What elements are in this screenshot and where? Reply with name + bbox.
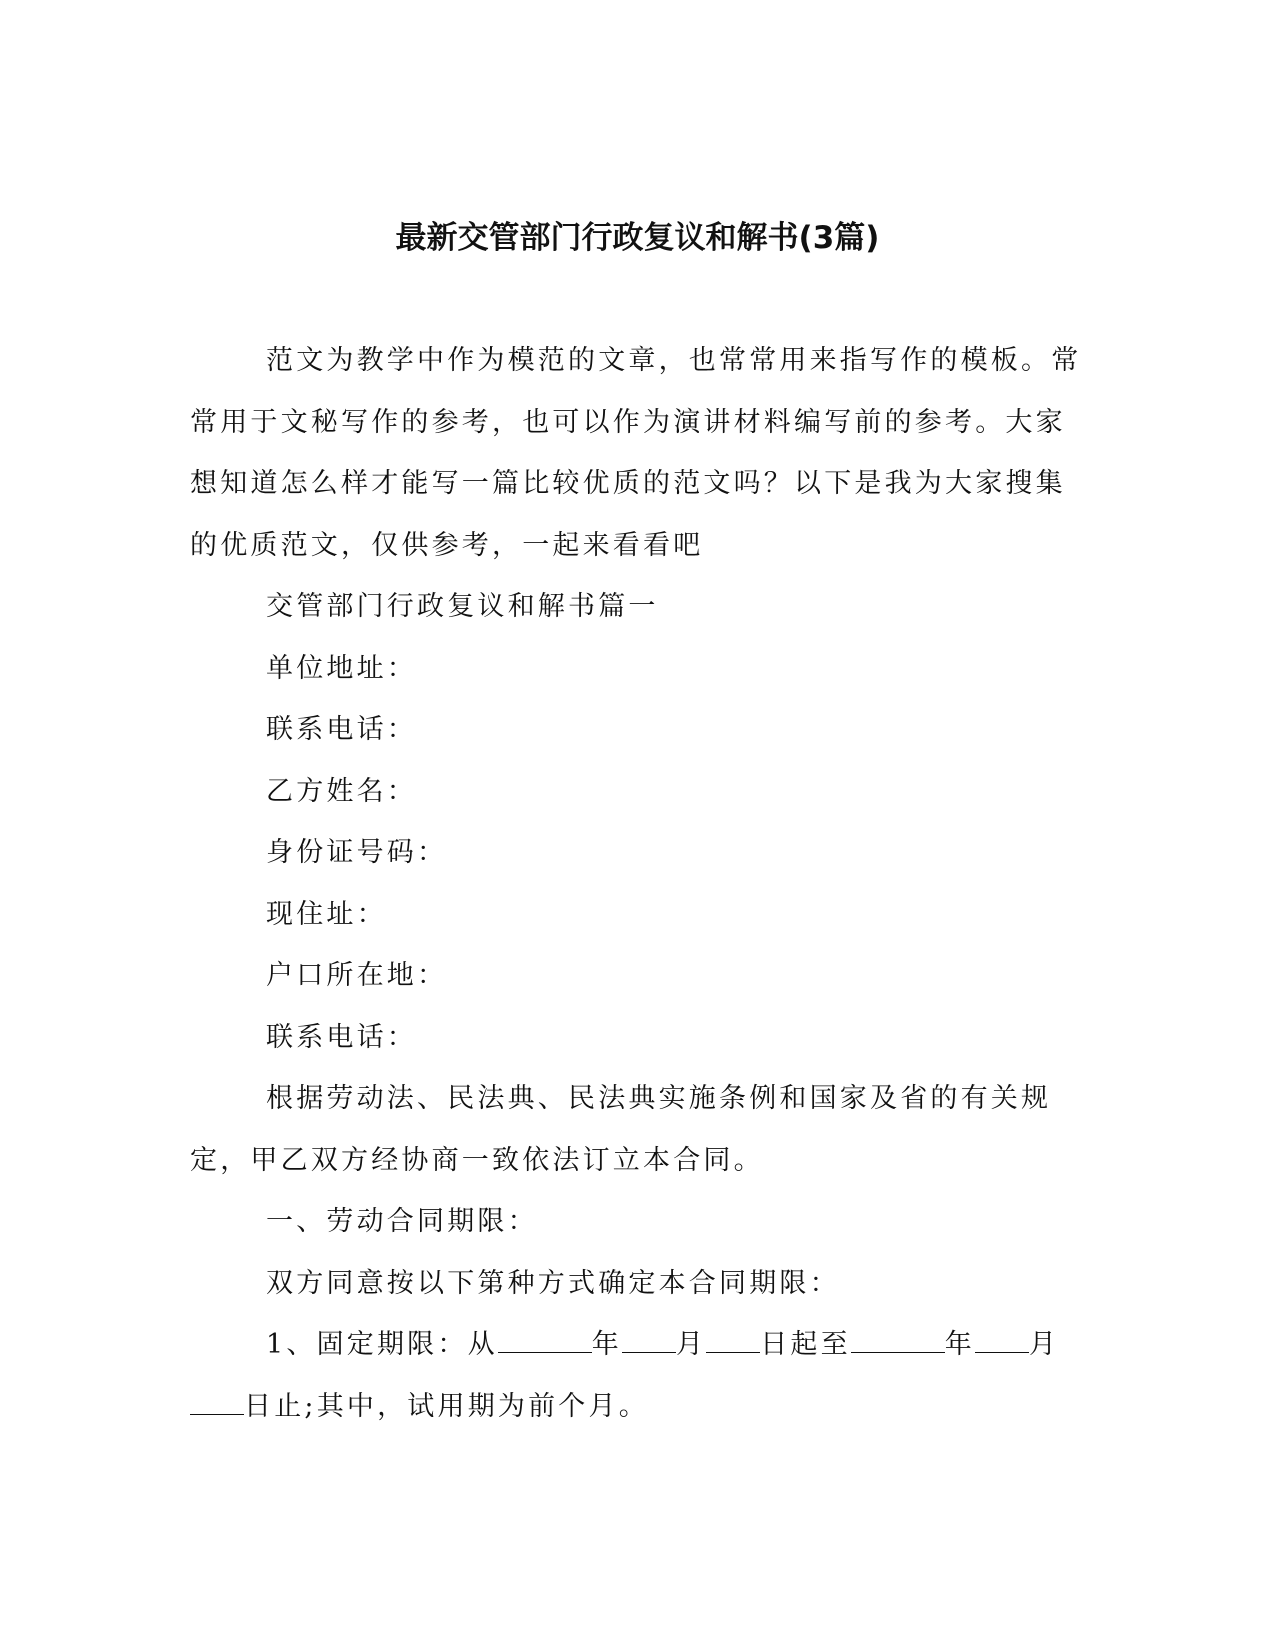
fixed-term-day-to: 日起至 [760, 1329, 851, 1360]
clause-1-intro: 双方同意按以下第种方式确定本合同期限： [266, 1267, 840, 1299]
field-phone-2: 联系电话： [266, 1021, 417, 1053]
fixed-term-year-2: 年 [944, 1329, 975, 1360]
fixed-term-year-1: 年 [591, 1329, 622, 1360]
field-party-b-name: 乙方姓名： [266, 775, 417, 807]
field-id-number: 身份证号码： [266, 837, 448, 868]
blank-month-start [622, 1325, 676, 1353]
blank-year-start [498, 1325, 592, 1353]
fixed-term-month-1: 月 [675, 1329, 707, 1360]
document-title: 最新交管部门行政复议和解书(3篇) [395, 220, 880, 256]
blank-day-start [706, 1325, 760, 1353]
fixed-term-suffix: 日止;其中，试用期为前个月。 [244, 1390, 649, 1422]
document-body [190, 330, 1095, 1437]
fixed-term-month-2: 月 [1029, 1329, 1060, 1360]
field-unit-address: 单位地址： [266, 652, 417, 684]
section-title: 交管部门行政复议和解书篇一 [266, 591, 659, 622]
intro-paragraph: 范文为教学中作为模范的文章，也常常用来指写作的模板。常常用于文秘写作的参考，也可以作为演讲材料编写前的参考。大家想知道怎么样才能写一篇比较优质的范文吗？以下是我为大家搜集的优质范文，仅供参考，一起来看看吧 [190, 345, 1082, 561]
blank-year-end [851, 1325, 945, 1353]
blank-month-end [975, 1325, 1029, 1353]
field-hukou-location: 户口所在地： [266, 960, 448, 991]
blank-day-end [190, 1387, 244, 1415]
basis-paragraph: 根据劳动法、民法典、民法典实施条例和国家及省的有关规定，甲乙双方经协商一致依法订立本合同。 [190, 1083, 1052, 1176]
clause-1-heading: 一、劳动合同期限： [266, 1206, 538, 1237]
field-phone: 联系电话： [266, 714, 417, 745]
fixed-term-paragraph [190, 1314, 1095, 1437]
fixed-term-prefix: 1、固定期限：从 [266, 1329, 498, 1360]
field-current-address: 现住址： [266, 898, 387, 930]
